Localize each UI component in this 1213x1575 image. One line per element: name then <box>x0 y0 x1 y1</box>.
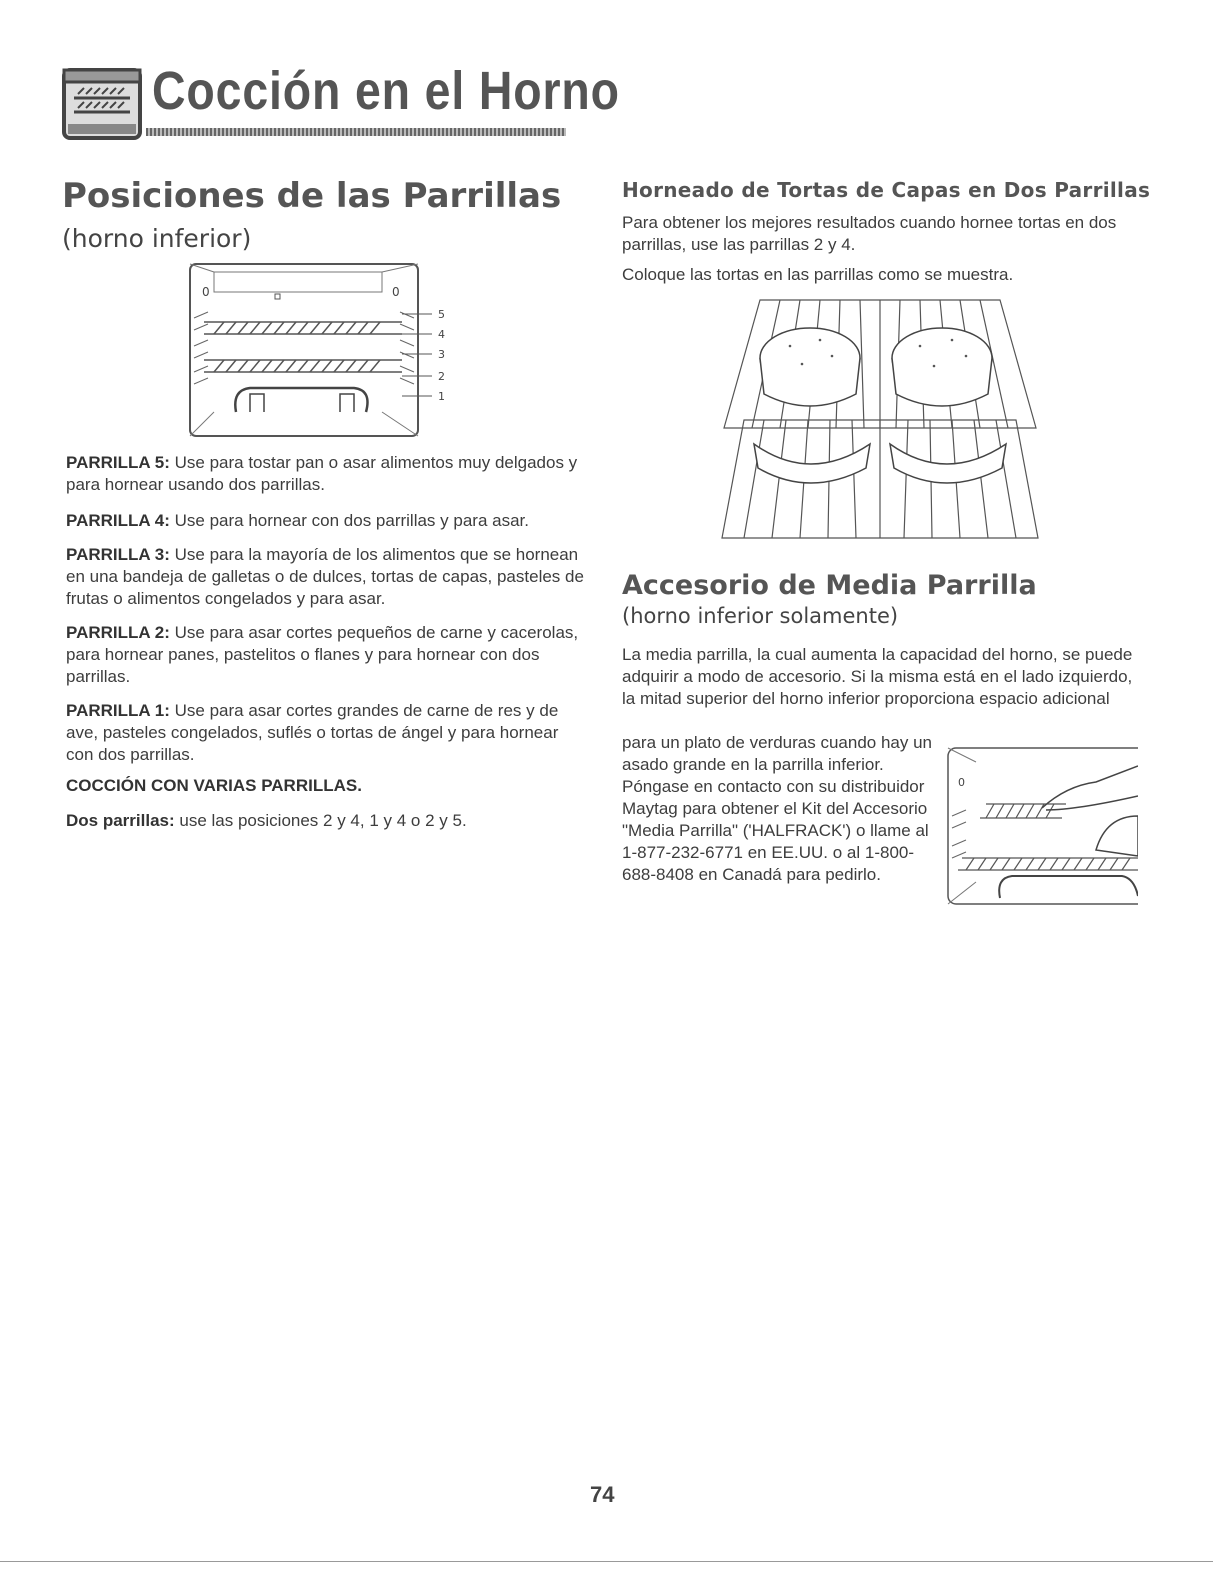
layer-cakes-paragraph: Para obtener los mejores resultados cuando hornee tortas en dos parrillas, use las parrillas 2 y 4. <box>622 213 1117 254</box>
rack-label-1: 1 <box>438 390 445 403</box>
section-subtitle-lower-oven-only: (horno inferior solamente) <box>622 604 899 628</box>
rack-2-label: PARRILLA 2: <box>66 623 170 642</box>
rack-1-description <box>66 700 586 766</box>
rack-label-2: 2 <box>438 370 445 383</box>
rack-4-description <box>66 510 586 532</box>
rack-2-description <box>66 622 586 688</box>
page-header-title: Cocción en el Horno <box>152 61 620 121</box>
rack-label-3: 3 <box>438 348 445 361</box>
half-rack-paragraph: La media parrilla, la cual aumenta la capacidad del horno, se puede adquirir a modo de accesorio. Si la misma está en el lado izquierdo, la mitad superior del horno inferior proporciona espacio adicional <box>622 645 1133 708</box>
svg-text:0: 0 <box>202 285 210 299</box>
rack-1-label: PARRILLA 1: <box>66 701 170 720</box>
section-title-layer-cakes: Horneado de Tortas de Capas en Dos Parrillas <box>622 178 1151 202</box>
rack-2-text: Use para asar cortes pequeños de carne y cacerolas, para hornear panes, pastelitos o flanes y para hornear con dos parrillas. <box>66 623 579 686</box>
svg-text:0: 0 <box>392 285 400 299</box>
two-racks-text: use las posiciones 2 y 4, 1 y 4 o 2 y 5. <box>179 811 467 830</box>
rack-4-label: PARRILLA 4: <box>66 511 170 530</box>
footer-rule <box>0 1561 1213 1562</box>
rack-5-label: PARRILLA 5: <box>66 453 170 472</box>
cakes-on-racks-diagram <box>720 294 1040 542</box>
svg-text:0: 0 <box>958 776 965 789</box>
layer-cakes-placement: Coloque las tortas en las parrillas como se muestra. <box>622 265 1014 284</box>
section-title-rack-positions: Posiciones de las Parrillas <box>62 176 562 216</box>
rack-5-description <box>66 452 586 496</box>
section-subtitle-lower-oven: (horno inferior) <box>62 224 252 253</box>
half-rack-accessory-diagram <box>946 746 1138 906</box>
rack-3-text: Use para la mayoría de los alimentos que se hornean en una bandeja de galletas o de dulces, tortas de capas, pasteles de frutas o alimentos congelados y para asar. <box>66 545 584 608</box>
page-number: 74 <box>590 1482 615 1507</box>
rack-5-text: Use para tostar pan o asar alimentos muy delgados y para hornear usando dos parrillas. <box>66 453 578 494</box>
section-title-half-rack: Accesorio de Media Parrilla <box>622 570 1037 601</box>
half-rack-paragraph-continued: para un plato de verduras cuando hay un asado grande en la parrilla inferior. Póngase en contacto con su distribuidor Maytag para obtener el Kit del Accesorio "Media Parrilla" ('HALFRACK') o llame al 1-877-232-6771 en EE.UU. o al 1-800-688-8408 en Canadá para pedirlo. <box>622 733 933 884</box>
oven-icon <box>60 60 144 144</box>
rack-3-description <box>66 544 586 610</box>
two-racks-description <box>66 810 586 832</box>
rack-label-5: 5 <box>438 308 445 321</box>
rack-3-label: PARRILLA 3: <box>66 545 170 564</box>
header-rule <box>146 128 566 136</box>
rack-label-4: 4 <box>438 328 445 341</box>
rack-1-text: Use para asar cortes grandes de carne de res y de ave, pasteles congelados, suflés o tortas de ángel y para hornear con dos parrillas. <box>66 701 559 764</box>
two-racks-label: Dos parrillas: <box>66 811 175 830</box>
multi-rack-heading: COCCIÓN CON VARIAS PARRILLAS. <box>66 776 362 795</box>
oven-rack-positions-diagram <box>188 262 458 440</box>
rack-4-text: Use para hornear con dos parrillas y para asar. <box>174 511 529 530</box>
